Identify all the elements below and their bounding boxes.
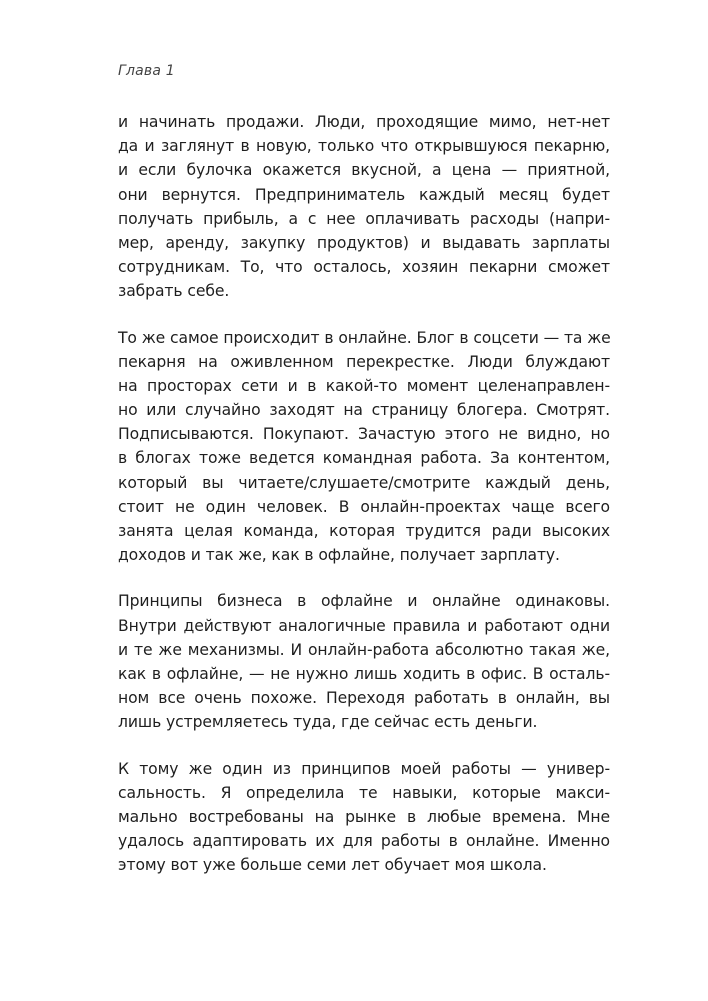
text-line: Принципы бизнеса в офлайне и онлайне одинаковы. [118, 592, 610, 611]
text-line: сальность. Я определила те навыки, которые макси- [118, 783, 610, 802]
text-line: лишь устремляетесь туда, где сейчас есть деньги. [118, 713, 538, 732]
paragraph-4 [118, 757, 610, 878]
text-line: доходов и так же, как в офлайне, получает зарплату. [118, 546, 560, 565]
text-line: и начинать продажи. Люди, проходящие мимо, нет-нет [118, 113, 610, 131]
text-line: мально востребованы на рынке в любые времена. Мне [118, 807, 610, 826]
text-line: Подписываются. Покупают. Зачастую этого не видно, но [118, 425, 610, 444]
text-line: пекарня на оживленном перекрестке. Люди блуждают [118, 352, 610, 371]
text-line: но или случайно заходят на страницу блогера. Смотрят. [118, 401, 610, 420]
text-line: и те же механизмы. И онлайн-работа абсолютно такая же, [118, 640, 610, 659]
text-line: сотрудникам. То, что осталось, хозяин пекарни сможет [118, 258, 610, 277]
text-line: удалось адаптировать их для работы в онлайне. Именно [118, 832, 610, 851]
text-line: получать прибыль, а с нее оплачивать расходы (напри- [118, 209, 610, 228]
text-line: Внутри действуют аналогичные правила и работают одни [118, 616, 610, 635]
text-line: То же самое происходит в онлайне. Блог в соцсети — та же [118, 328, 611, 347]
paragraph-1 [118, 110, 610, 304]
text-line: на просторах сети и в какой-то момент целенаправлен- [118, 376, 610, 395]
text-line: К тому же один из принципов моей работы — универ- [118, 759, 610, 778]
text-line: да и заглянут в новую, только что открывшуюся пекарню, [118, 137, 610, 156]
text-line: в блогах тоже ведется командная работа. За контентом, [118, 449, 610, 468]
running-head: Глава 1 [118, 63, 175, 79]
paragraph-3 [118, 589, 610, 734]
paragraph-2 [118, 326, 610, 568]
text-line: мер, аренду, закупку продуктов) и выдавать зарплаты [118, 233, 610, 252]
text-line: этому вот уже больше семи лет обучает моя школа. [118, 856, 547, 875]
text-line: как в офлайне, — не нужно лишь ходить в офис. В осталь- [118, 664, 610, 683]
text-line: и если булочка окажется вкусной, а цена — приятной, [118, 161, 610, 180]
text-line: забрать себе. [118, 282, 230, 301]
text-line: стоит не один человек. В онлайн-проектах чаще всего [118, 497, 610, 516]
text-line: ном все очень похоже. Переходя работать в онлайн, вы [118, 689, 610, 708]
body-text [118, 110, 610, 899]
text-line: который вы читаете/слушаете/смотрите каждый день, [118, 473, 610, 492]
text-line: занята целая команда, которая трудится ради высоких [118, 522, 610, 540]
text-line: они вернутся. Предприниматель каждый месяц будет [118, 185, 610, 204]
